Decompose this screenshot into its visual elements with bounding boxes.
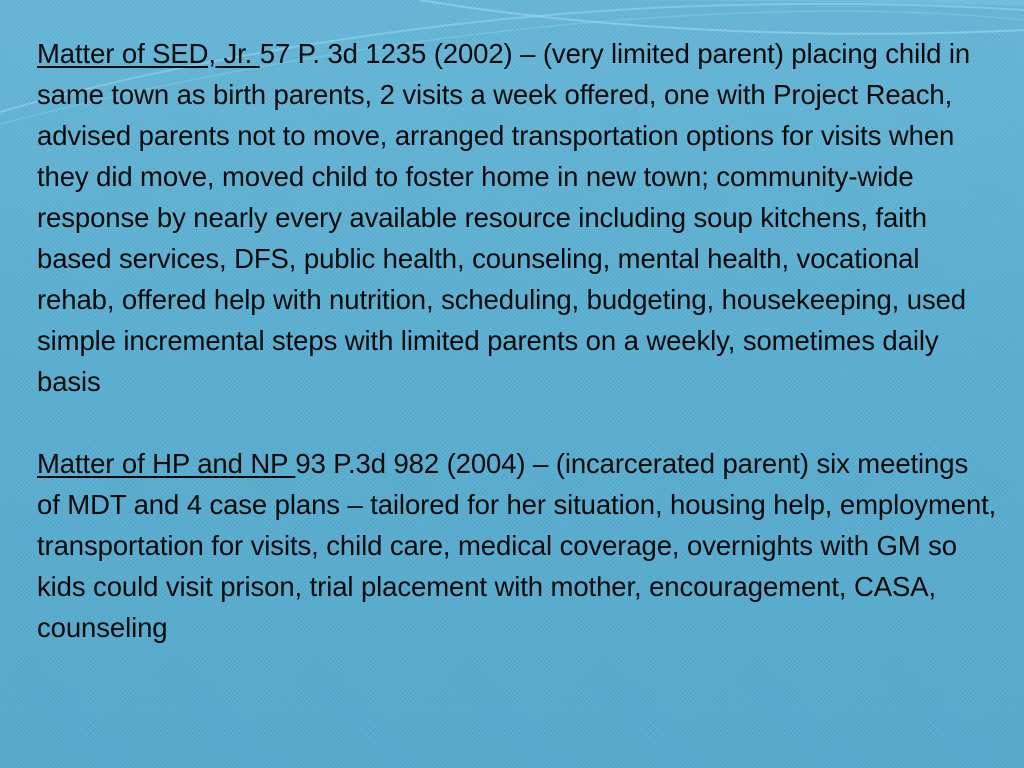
case-hp-np <box>37 443 997 648</box>
case-body-hp-np: 93 P.3d 982 (2004) – (incarcerated parent) six meetings of MDT and 4 case plans – tailored for her situation, housing help, employment, transportation for visits, child care, medical coverage, overnights with GM so kids could visit prison, trial placement with mother, encouragement, CASA, counseling <box>37 448 997 643</box>
slide-content <box>37 33 997 648</box>
case-title-hp-np: Matter of HP and NP <box>37 448 296 479</box>
case-title-sed-jr: Matter of SED, Jr. <box>37 38 260 69</box>
case-body-sed-jr: 57 P. 3d 1235 (2002) – (very limited parent) placing child in same town as birth parents, 2 visits a week offered, one with Project Reach, advised parents not to move, arranged transportation options for visits when they did move, moved child to foster home in new town; community-wide response by nearly every available resource including soup kitchens, faith based services, DFS, public health, counseling, mental health, vocational rehab, offered help with nutrition, scheduling, budgeting, housekeeping, used simple incremental steps with limited parents on a weekly, sometimes daily basis <box>37 38 971 397</box>
case-sed-jr <box>37 33 997 402</box>
